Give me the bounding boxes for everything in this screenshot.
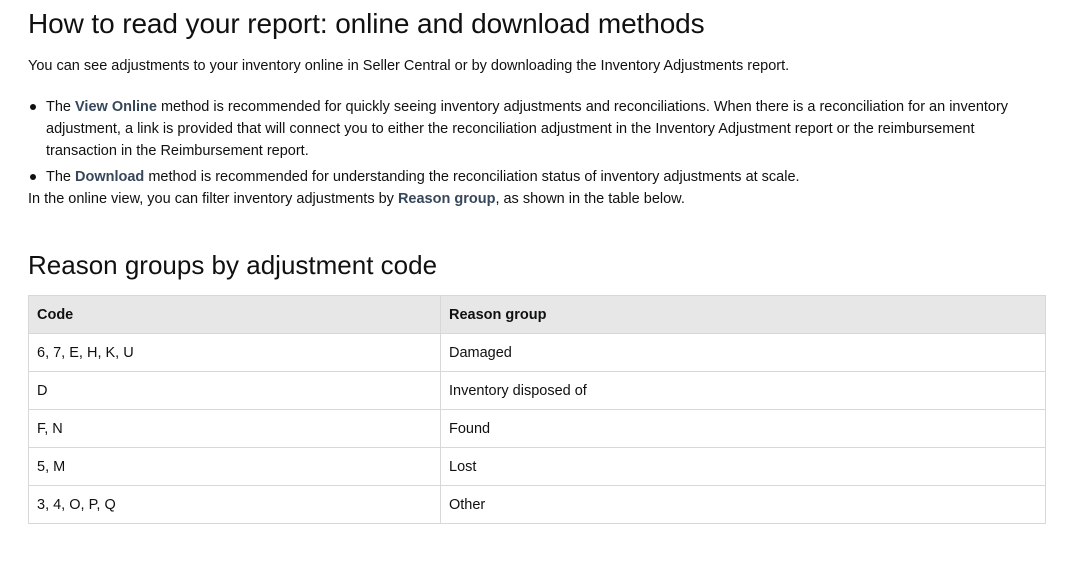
reason-group-cell: Inventory disposed of [441, 372, 1046, 410]
article [28, 0, 1046, 524]
table-header-row [29, 296, 1046, 334]
filter-suffix: , as shown in the table below. [495, 191, 685, 207]
bullet-prefix: The [46, 169, 76, 185]
code-cell: 3, 4, O, P, Q [29, 486, 441, 524]
view-online-term: View Online [75, 99, 157, 115]
table-row [29, 372, 1046, 410]
methods-list [28, 96, 1046, 188]
code-cell: D [29, 372, 441, 410]
intro-paragraph: You can see adjustments to your inventory online in Seller Central or by downloading the Inventory Adjustments report. [28, 58, 790, 74]
column-header-reason-group: Reason group [441, 296, 1046, 334]
reason-group-cell: Damaged [441, 334, 1046, 372]
section-title: Reason groups by adjustment code [28, 250, 438, 280]
table-row [29, 448, 1046, 486]
column-header-code: Code [29, 296, 441, 334]
table-row [29, 334, 1046, 372]
reason-group-cell: Other [441, 486, 1046, 524]
reason-group-cell: Found [441, 410, 1046, 448]
reason-groups-table [28, 295, 1046, 524]
table-row [29, 410, 1046, 448]
filter-paragraph [28, 188, 1046, 210]
bullet-icon [30, 104, 36, 110]
bullet-text: method is recommended for quickly seeing inventory adjustments and reconciliations. When there is a reconciliation for an inventory adjustment, a link is provided that will connect you to either the reconciliation adjustment in the Inventory Adjustment report or the reimbursement transaction in the Reimbursement report. [46, 99, 1009, 159]
code-cell: 5, M [29, 448, 441, 486]
filter-prefix: In the online view, you can filter inventory adjustments by [28, 191, 398, 207]
list-item-view-online [46, 96, 1046, 162]
reason-group-term: Reason group [397, 191, 496, 207]
bullet-icon [30, 174, 36, 180]
bullet-prefix: The [46, 99, 76, 115]
download-term: Download [75, 169, 145, 185]
code-cell: F, N [29, 410, 441, 448]
page-title: How to read your report: online and download methods [28, 8, 705, 39]
table-row [29, 486, 1046, 524]
reason-group-cell: Lost [441, 448, 1046, 486]
list-item-download [46, 166, 1046, 188]
code-cell: 6, 7, E, H, K, U [29, 334, 441, 372]
bullet-text: method is recommended for understanding the reconciliation status of inventory adjustments at scale. [144, 169, 800, 185]
